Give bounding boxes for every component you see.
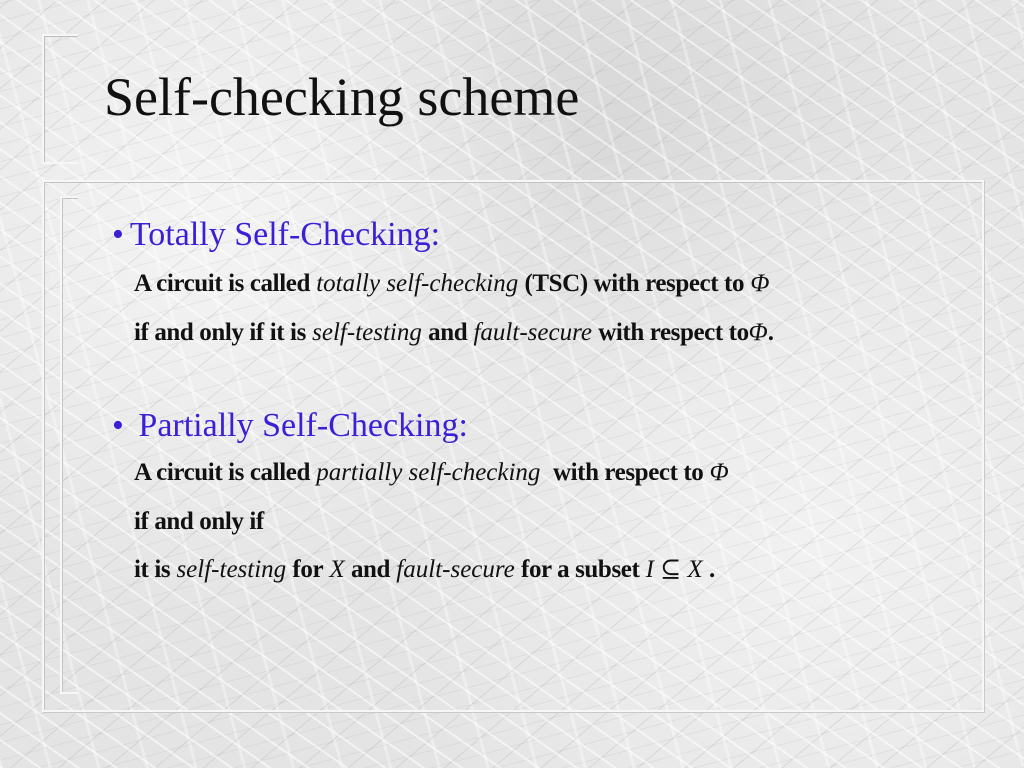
bullet-dot: •	[112, 407, 124, 444]
term-self-testing: self-testing	[176, 556, 287, 583]
symbol-i: I	[645, 556, 654, 583]
content-frame	[42, 180, 984, 712]
term-self-testing: self-testing	[312, 319, 422, 346]
content-frame-bracket	[60, 196, 78, 694]
bullet-heading-text: Totally Self-Checking:	[129, 216, 441, 253]
text-run: it is	[134, 556, 171, 583]
text-run: A circuit is called	[134, 270, 310, 297]
symbol-x: X	[687, 556, 703, 583]
title-frame-bracket	[42, 34, 78, 164]
period: .	[708, 556, 715, 583]
subset-symbol: ⊆	[660, 556, 682, 583]
text-run: and	[350, 556, 391, 583]
symbol-phi: Φ	[709, 459, 729, 486]
period: .	[767, 319, 774, 346]
psc-definition-line-3	[134, 557, 715, 582]
text-run: (TSC) with respect to	[524, 270, 745, 297]
term-partially-self-checking: partially self-checking	[316, 459, 541, 486]
text-run: with respect to	[552, 459, 704, 486]
symbol-phi: Φ	[748, 319, 768, 346]
tsc-definition-line-1	[134, 271, 769, 296]
tsc-definition-line-2	[134, 320, 774, 345]
symbol-phi: Φ	[750, 270, 770, 297]
text-run: and	[428, 319, 468, 346]
text-run: A circuit is called	[134, 459, 310, 486]
bullet-dot: •	[112, 216, 124, 253]
slide-title: Self-checking scheme	[104, 67, 580, 127]
text-run: if and only if it is	[134, 319, 306, 346]
symbol-x: X	[329, 556, 345, 583]
text-run: for	[292, 556, 324, 583]
term-fault-secure: fault-secure	[396, 556, 515, 583]
term-totally-self-checking: totally self-checking	[316, 270, 519, 297]
text-run: if and only if	[134, 508, 264, 535]
bullet-partially-self-checking	[112, 409, 468, 443]
text-run: with respect to	[598, 319, 749, 346]
term-fault-secure: fault-secure	[473, 319, 592, 346]
psc-definition-line-1	[134, 460, 729, 485]
text-run: for a subset	[521, 556, 640, 583]
psc-definition-line-2	[134, 509, 264, 534]
bullet-heading-text: Partially Self-Checking:	[138, 407, 468, 444]
bullet-totally-self-checking	[112, 218, 440, 252]
